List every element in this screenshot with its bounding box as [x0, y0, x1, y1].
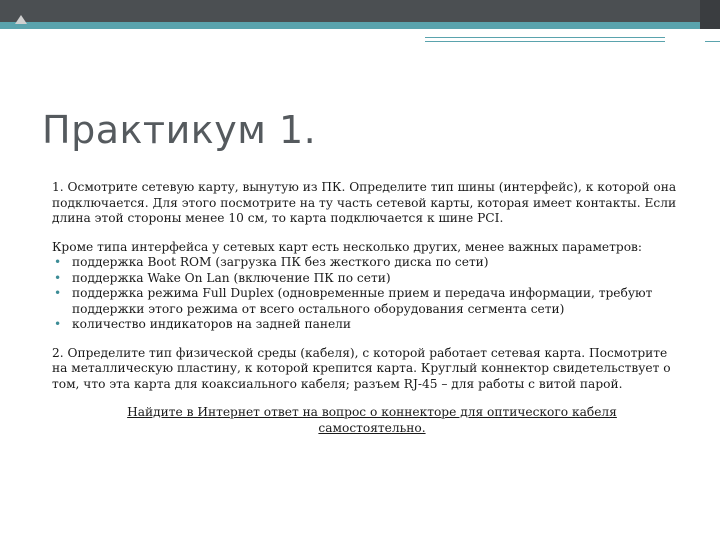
- slide-corner-block: [700, 0, 720, 29]
- footer-assignment-link[interactable]: Найдите в Интернет ответ на вопрос о коннекторе для оптического кабеля самостоятельно.: [127, 405, 617, 435]
- decorative-rule: [705, 41, 720, 42]
- slide-title: Практикум 1.: [42, 108, 317, 152]
- slide-accent-bar: [0, 22, 700, 29]
- slide-top-bar: [0, 0, 720, 22]
- scroll-up-arrow-icon[interactable]: [15, 15, 27, 24]
- task-2-paragraph: 2. Определите тип физической среды (кабеля), с которой работает сетевая карта. Посмотрите на металлическую пластину, к которой крепится карта. Круглый коннектор свидетельствует о том, что эта карта для коаксиального кабеля; разъем RJ-45 – для работы с витой парой.: [52, 345, 671, 391]
- parameters-intro: Кроме типа интерфейса у сетевых карт есть несколько других, менее важных параметров:: [52, 239, 642, 254]
- task-1-paragraph: 1. Осмотрите сетевую карту, вынутую из ПК. Определите тип шины (интерфейс), к которой она подключается. Для этого посмотрите на ту часть сетевой карты, которая имеет контакты. Если длина этой стороны менее 10 см, то карта подключается к шине PCI.: [52, 180, 677, 225]
- list-item: • количество индикаторов на задней панели: [52, 317, 682, 333]
- decorative-rule: [425, 41, 665, 42]
- list-item: • поддержка Boot ROM (загрузка ПК без жесткого диска по сети): [52, 255, 682, 271]
- decorative-rule: [425, 37, 665, 38]
- parameters-list: [52, 255, 682, 333]
- slide-body: [52, 180, 682, 436]
- list-item: • поддержка режима Full Duplex (одновременные прием и передача информации, требуют поддержки этого режима от всего остального оборудования сегмента сети): [52, 286, 682, 317]
- list-item: • поддержка Wake On Lan (включение ПК по сети): [52, 271, 682, 287]
